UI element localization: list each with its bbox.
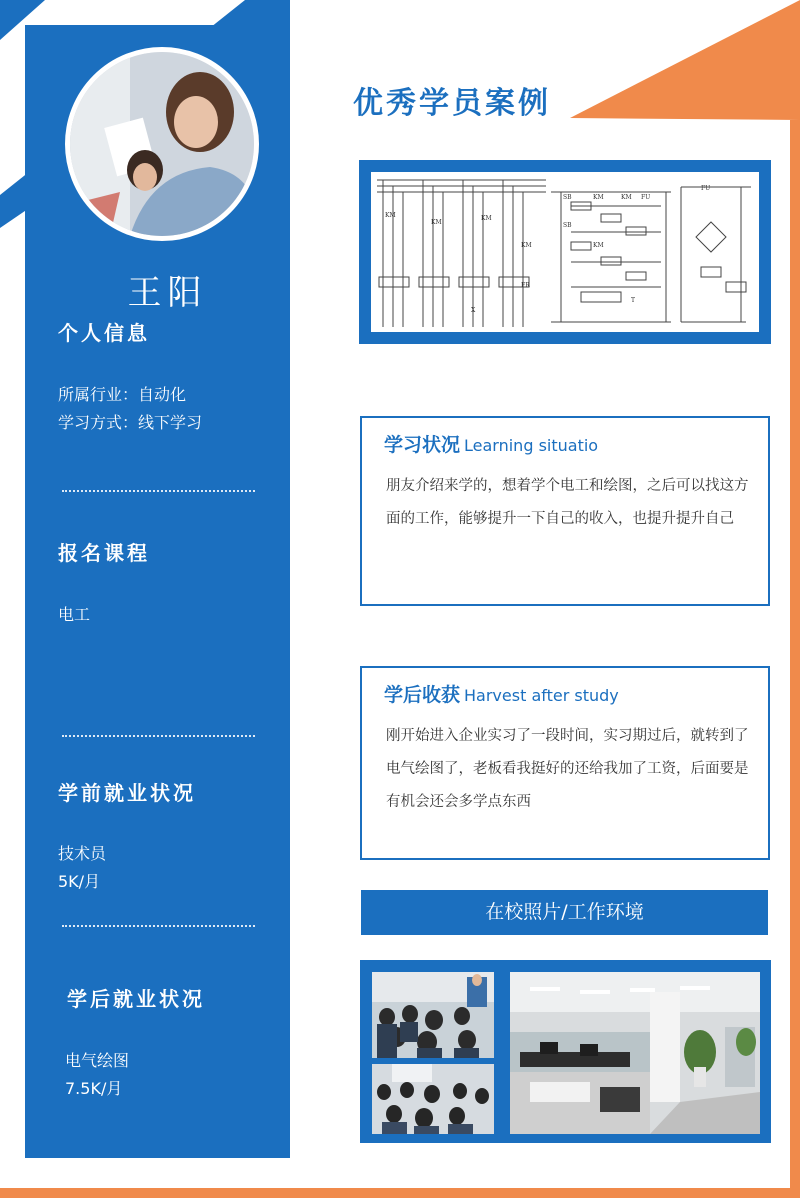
svg-text:KM: KM — [521, 242, 532, 249]
svg-text:KM: KM — [385, 212, 396, 219]
photos-frame — [360, 960, 771, 1143]
svg-text:KM: KM — [593, 242, 604, 249]
page-title: 优秀学员案例 — [353, 86, 551, 121]
learning-text: 朋友介绍来学的，想着学个电工和绘图，之后可以找这方面的工作，能够提升一下自己的收入，也提升提升自己 — [386, 478, 749, 527]
circuit-diagram-frame — [359, 160, 771, 344]
svg-text:KM: KM — [621, 194, 632, 201]
post-job-role: 电气绘图 — [65, 1051, 130, 1070]
student-name: 王阳 — [127, 273, 208, 313]
harvest-text: 刚开始进入企业实习了一段时间，实习期过后，就转到了电气绘图了，老板看我挺好的还给我加了工资，后面要是有机会还会多学点东西 — [386, 728, 749, 810]
learning-situation-heading — [384, 430, 598, 457]
harvest-title-zh: 学后收获 — [384, 684, 461, 706]
harvest-heading — [384, 680, 619, 707]
svg-text:T: T — [631, 297, 636, 304]
post-job-salary: 7.5K/月 — [65, 1079, 123, 1098]
pre-job-role: 技术员 — [58, 844, 107, 863]
orange-bottom-stripe — [0, 1188, 800, 1198]
harvest-card — [360, 666, 770, 860]
office-photo — [510, 972, 760, 1134]
classroom-photo-2 — [372, 1064, 494, 1134]
photos-title-bar: 在校照片/工作环境 — [361, 890, 768, 935]
avatar — [65, 47, 259, 241]
section-divider — [62, 490, 255, 492]
course-text: 电工 — [58, 605, 91, 624]
svg-text:KM: KM — [593, 194, 604, 201]
classroom-photo-1 — [372, 972, 494, 1058]
harvest-title-en: Harvest after study — [464, 686, 619, 705]
industry-text: 所属行业：自动化 — [58, 385, 187, 404]
section-divider — [62, 735, 255, 737]
svg-text:X: X — [471, 307, 476, 314]
svg-text:FU: FU — [701, 185, 711, 192]
svg-text:SB: SB — [563, 194, 572, 201]
svg-text:SB: SB — [563, 222, 572, 229]
student-photo — [70, 52, 254, 236]
svg-text:KM: KM — [481, 215, 492, 222]
orange-side-stripe — [790, 120, 800, 1198]
post-job-title: 学后就业状况 — [67, 987, 205, 1011]
course-title: 报名课程 — [58, 541, 150, 565]
svg-text:FU: FU — [641, 194, 651, 201]
pre-job-salary: 5K/月 — [58, 872, 101, 891]
pre-job-title: 学前就业状况 — [58, 781, 196, 805]
orange-corner-decoration — [560, 0, 800, 120]
svg-text:FR: FR — [521, 282, 530, 289]
learning-title-zh: 学习状况 — [384, 434, 461, 456]
personal-info-title: 个人信息 — [58, 321, 150, 345]
learning-situation-card — [360, 416, 770, 606]
learning-title-en: Learning situatio — [464, 436, 599, 455]
profile-sidebar — [25, 25, 290, 1158]
section-divider — [62, 925, 255, 927]
study-mode-text: 学习方式：线下学习 — [58, 413, 203, 432]
svg-text:KM: KM — [431, 219, 442, 226]
circuit-diagram-image — [371, 172, 759, 332]
